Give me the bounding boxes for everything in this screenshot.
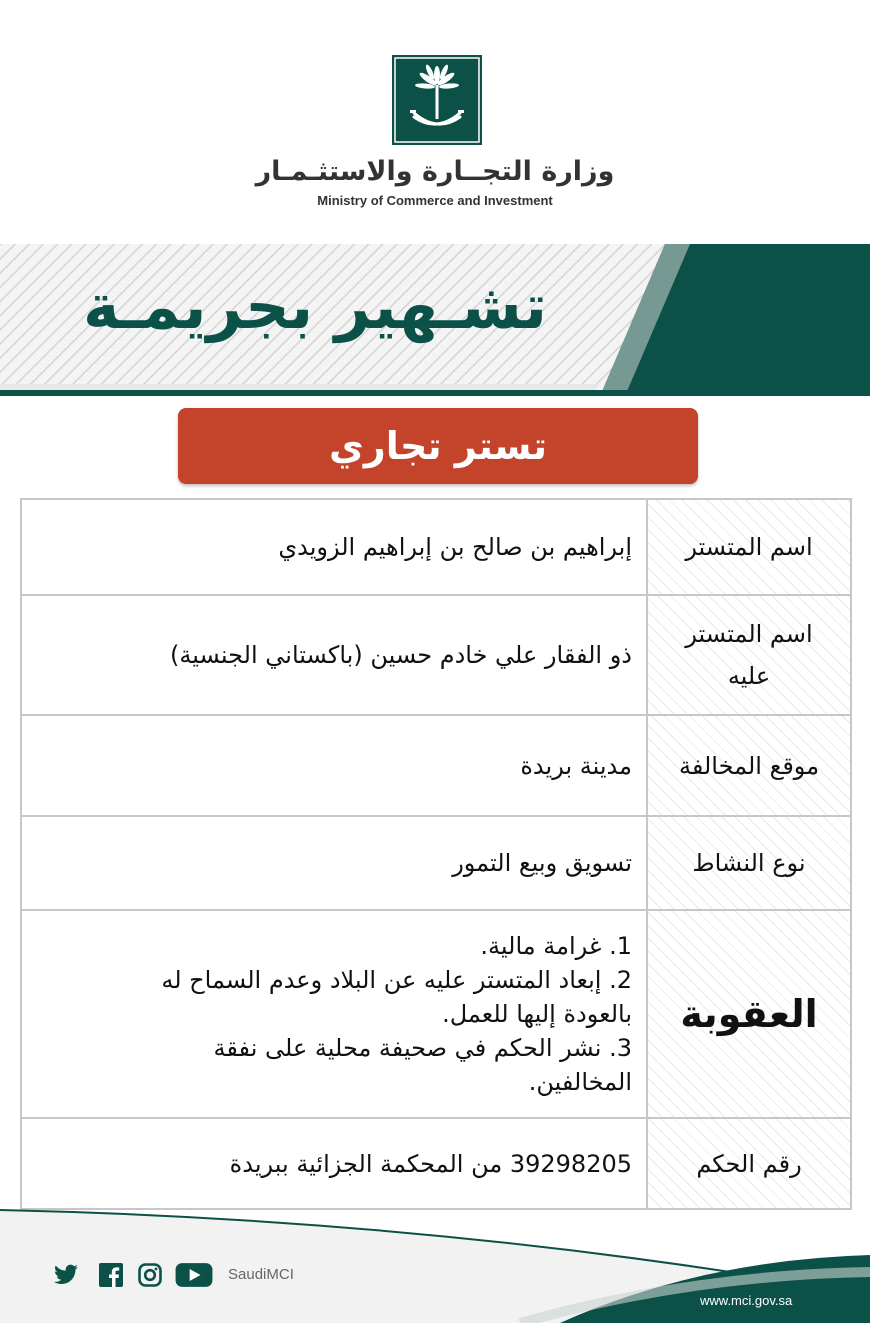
twitter-icon[interactable]	[52, 1262, 80, 1288]
penalty-item: 1. غرامة مالية.	[480, 932, 632, 960]
verdict-label: رقم الحكم	[646, 1119, 850, 1208]
coverer-label: اسم المتستر	[646, 500, 850, 594]
location-label: موقع المخالفة	[646, 716, 850, 815]
penalty-list	[22, 911, 646, 1117]
crime-type-badge: تستر تجاري	[178, 408, 698, 484]
page-title: تشـهير بجريمـة	[82, 270, 548, 343]
table-row-covered	[22, 594, 850, 714]
youtube-icon[interactable]	[175, 1262, 213, 1288]
location-text: مدينة بريدة	[520, 751, 632, 780]
coverer-name: إبراهيم بن صالح بن إبراهيم الزويدي	[278, 533, 632, 561]
table-row-penalty	[22, 909, 850, 1117]
covered-label-line1: اسم المتستر	[685, 620, 813, 648]
table-row-activity	[22, 815, 850, 909]
table-row-coverer	[22, 500, 850, 594]
ministry-emblem-icon	[392, 55, 482, 145]
ministry-name-english: Ministry of Commerce and Investment	[317, 193, 553, 208]
activity-value	[22, 817, 646, 909]
facebook-icon[interactable]	[99, 1262, 123, 1288]
covered-label-line2: عليه	[727, 662, 771, 690]
verdict-value	[22, 1119, 646, 1208]
penalty-item: 2. إبعاد المتستر عليه عن البلاد وعدم السماح له	[161, 966, 632, 994]
location-value	[22, 716, 646, 815]
ministry-name-arabic: وزارة التجــارة والاستثـمـار	[255, 156, 615, 187]
penalty-item: بالعودة إليها للعمل.	[442, 1000, 632, 1028]
table-row-location	[22, 714, 850, 815]
instagram-icon[interactable]	[138, 1262, 162, 1288]
penalty-item: 3. نشر الحكم في صحيفة محلية على نفقة	[213, 1034, 632, 1062]
activity-label: نوع النشاط	[646, 817, 850, 909]
coverer-value	[22, 500, 646, 594]
penalty-label: العقوبة	[646, 911, 850, 1117]
social-handle[interactable]: SaudiMCI	[228, 1266, 294, 1283]
website-link[interactable]: www.mci.gov.sa	[700, 1293, 793, 1308]
penalty-item: المخالفين.	[528, 1068, 632, 1096]
table-row-verdict	[22, 1117, 850, 1208]
covered-value	[22, 596, 646, 714]
covered-label	[646, 596, 850, 714]
activity-text: تسويق وبيع التمور	[452, 849, 632, 877]
verdict-text: 39298205 من المحكمة الجزائية ببريدة	[229, 1149, 632, 1178]
details-table	[20, 498, 852, 1210]
covered-name: ذو الفقار علي خادم حسين (باكستاني الجنسية)	[170, 641, 632, 669]
